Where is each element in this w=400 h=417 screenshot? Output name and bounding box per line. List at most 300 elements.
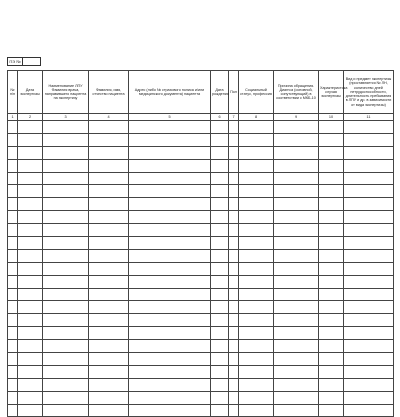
table-cell-col-11[interactable] <box>344 185 394 198</box>
table-cell-col-10[interactable] <box>319 404 344 417</box>
table-cell-col-8[interactable] <box>239 404 274 417</box>
table-row <box>8 211 394 224</box>
table-cell-col-4[interactable] <box>89 159 129 172</box>
table-cell-col-3[interactable] <box>43 314 89 327</box>
table-cell-col-4[interactable] <box>89 340 129 353</box>
table-cell-col-5[interactable] <box>129 211 211 224</box>
table-cell-col-5[interactable] <box>129 314 211 327</box>
table-cell-col-1[interactable] <box>8 327 18 340</box>
table-cell-col-4[interactable] <box>89 249 129 262</box>
col-header-6: Дата рождения <box>211 71 229 114</box>
table-cell-col-5[interactable] <box>129 275 211 288</box>
table-cell-col-4[interactable] <box>89 301 129 314</box>
table-row <box>8 391 394 404</box>
table-cell-col-5[interactable] <box>129 353 211 366</box>
table-cell-col-7[interactable] <box>229 198 239 211</box>
table-cell-col-2[interactable] <box>18 391 43 404</box>
table-cell-col-2[interactable] <box>18 249 43 262</box>
table-row <box>8 185 394 198</box>
table-cell-col-6[interactable] <box>211 237 229 250</box>
table-cell-col-6[interactable] <box>211 133 229 146</box>
table-cell-col-9[interactable] <box>274 365 319 378</box>
table-cell-col-1[interactable] <box>8 314 18 327</box>
table-cell-col-7[interactable] <box>229 211 239 224</box>
col-header-3: Наименование ЛПУ Фамилия врача, направившего пациента на экспертизу <box>43 71 89 114</box>
table-cell-col-1[interactable] <box>8 133 18 146</box>
table-cell-col-10[interactable] <box>319 288 344 301</box>
table-cell-col-2[interactable] <box>18 237 43 250</box>
table-cell-col-5[interactable] <box>129 146 211 159</box>
table-cell-col-9[interactable] <box>274 121 319 134</box>
table-cell-col-10[interactable] <box>319 133 344 146</box>
col-header-7: Пол <box>229 71 239 114</box>
table-cell-col-4[interactable] <box>89 353 129 366</box>
table-cell-col-3[interactable] <box>43 404 89 417</box>
table-cell-col-2[interactable] <box>18 172 43 185</box>
table-cell-col-8[interactable] <box>239 198 274 211</box>
table-cell-col-9[interactable] <box>274 198 319 211</box>
table-cell-col-1[interactable] <box>8 198 18 211</box>
table-cell-col-4[interactable] <box>89 365 129 378</box>
table-cell-col-11[interactable] <box>344 159 394 172</box>
table-cell-col-2[interactable] <box>18 262 43 275</box>
table-cell-col-6[interactable] <box>211 314 229 327</box>
table-cell-col-10[interactable] <box>319 353 344 366</box>
table-cell-col-3[interactable] <box>43 288 89 301</box>
table-cell-col-2[interactable] <box>18 133 43 146</box>
table-cell-col-4[interactable] <box>89 378 129 391</box>
table-cell-col-11[interactable] <box>344 391 394 404</box>
table-cell-col-7[interactable] <box>229 340 239 353</box>
col-number-8: 8 <box>239 114 274 121</box>
table-cell-col-4[interactable] <box>89 198 129 211</box>
table-cell-col-1[interactable] <box>8 301 18 314</box>
table-cell-col-3[interactable] <box>43 237 89 250</box>
table-cell-col-8[interactable] <box>239 159 274 172</box>
table-cell-col-7[interactable] <box>229 237 239 250</box>
table-row <box>8 404 394 417</box>
table-cell-col-8[interactable] <box>239 288 274 301</box>
table-cell-col-3[interactable] <box>43 172 89 185</box>
table-body <box>8 121 394 417</box>
table-cell-col-5[interactable] <box>129 301 211 314</box>
table-cell-col-7[interactable] <box>229 185 239 198</box>
table-cell-col-2[interactable] <box>18 340 43 353</box>
table-cell-col-10[interactable] <box>319 262 344 275</box>
col-header-5: Адрес (либо № страхового полиса и/или медицинского документа) пациента <box>129 71 211 114</box>
col-header-8: Социальный статус, профессия <box>239 71 274 114</box>
table-cell-col-7[interactable] <box>229 249 239 262</box>
col-header-10: Характеристика случая экспертизы <box>319 71 344 114</box>
table-cell-col-9[interactable] <box>274 146 319 159</box>
table-cell-col-10[interactable] <box>319 185 344 198</box>
table-cell-col-2[interactable] <box>18 211 43 224</box>
table-cell-col-5[interactable] <box>129 185 211 198</box>
table-cell-col-6[interactable] <box>211 262 229 275</box>
table-cell-col-4[interactable] <box>89 211 129 224</box>
table-cell-col-9[interactable] <box>274 275 319 288</box>
table-cell-col-8[interactable] <box>239 237 274 250</box>
table-cell-col-2[interactable] <box>18 159 43 172</box>
table-cell-col-1[interactable] <box>8 146 18 159</box>
table-cell-col-7[interactable] <box>229 288 239 301</box>
table-cell-col-11[interactable] <box>344 365 394 378</box>
table-cell-col-8[interactable] <box>239 185 274 198</box>
table-cell-col-1[interactable] <box>8 378 18 391</box>
table-cell-col-10[interactable] <box>319 378 344 391</box>
table-cell-col-9[interactable] <box>274 159 319 172</box>
col-number-9: 9 <box>274 114 319 121</box>
table-cell-col-1[interactable] <box>8 353 18 366</box>
table-cell-col-9[interactable] <box>274 404 319 417</box>
table-cell-col-10[interactable] <box>319 198 344 211</box>
table-cell-col-6[interactable] <box>211 275 229 288</box>
table-cell-col-11[interactable] <box>344 146 394 159</box>
table-cell-col-9[interactable] <box>274 288 319 301</box>
table-cell-col-9[interactable] <box>274 237 319 250</box>
table-cell-col-7[interactable] <box>229 262 239 275</box>
table-cell-col-10[interactable] <box>319 301 344 314</box>
table-cell-col-7[interactable] <box>229 172 239 185</box>
table-cell-col-5[interactable] <box>129 365 211 378</box>
table-cell-col-4[interactable] <box>89 391 129 404</box>
table-cell-col-3[interactable] <box>43 133 89 146</box>
table-cell-col-5[interactable] <box>129 262 211 275</box>
table-cell-col-3[interactable] <box>43 146 89 159</box>
table-cell-col-2[interactable] <box>18 121 43 134</box>
table-cell-col-6[interactable] <box>211 211 229 224</box>
table-row <box>8 288 394 301</box>
table-cell-col-2[interactable] <box>18 185 43 198</box>
table-cell-col-2[interactable] <box>18 404 43 417</box>
table-cell-col-1[interactable] <box>8 159 18 172</box>
table-cell-col-3[interactable] <box>43 353 89 366</box>
table-cell-col-8[interactable] <box>239 314 274 327</box>
table-cell-col-11[interactable] <box>344 340 394 353</box>
table-cell-col-3[interactable] <box>43 340 89 353</box>
table-cell-col-8[interactable] <box>239 121 274 134</box>
table-cell-col-4[interactable] <box>89 314 129 327</box>
table-row <box>8 172 394 185</box>
table-cell-col-10[interactable] <box>319 146 344 159</box>
table-cell-col-4[interactable] <box>89 172 129 185</box>
table-cell-col-9[interactable] <box>274 378 319 391</box>
table-cell-col-6[interactable] <box>211 365 229 378</box>
table-cell-col-7[interactable] <box>229 327 239 340</box>
table-row <box>8 340 394 353</box>
table-cell-col-2[interactable] <box>18 224 43 237</box>
table-cell-col-4[interactable] <box>89 146 129 159</box>
table-cell-col-4[interactable] <box>89 133 129 146</box>
table-cell-col-4[interactable] <box>89 327 129 340</box>
table-cell-col-2[interactable] <box>18 327 43 340</box>
table-cell-col-10[interactable] <box>319 172 344 185</box>
table-cell-col-11[interactable] <box>344 198 394 211</box>
table-cell-col-6[interactable] <box>211 121 229 134</box>
col-header-9: Причина обращения. Диагноз (основной, сопутствующий) в соответствии с МКБ-10 <box>274 71 319 114</box>
table-cell-col-7[interactable] <box>229 378 239 391</box>
table-cell-col-11[interactable] <box>344 262 394 275</box>
table-cell-col-5[interactable] <box>129 237 211 250</box>
table-cell-col-11[interactable] <box>344 353 394 366</box>
table-cell-col-11[interactable] <box>344 224 394 237</box>
table-cell-col-2[interactable] <box>18 146 43 159</box>
table-row <box>8 224 394 237</box>
table-cell-col-10[interactable] <box>319 327 344 340</box>
table-row <box>8 237 394 250</box>
table-cell-col-8[interactable] <box>239 353 274 366</box>
col-number-4: 4 <box>89 114 129 121</box>
table-cell-col-2[interactable] <box>18 275 43 288</box>
table-cell-col-7[interactable] <box>229 353 239 366</box>
table-cell-col-3[interactable] <box>43 185 89 198</box>
table-cell-col-8[interactable] <box>239 224 274 237</box>
table-cell-col-10[interactable] <box>319 159 344 172</box>
column-number-row <box>8 114 394 121</box>
table-row <box>8 327 394 340</box>
table-cell-col-5[interactable] <box>129 340 211 353</box>
table-cell-col-7[interactable] <box>229 224 239 237</box>
table-cell-col-1[interactable] <box>8 185 18 198</box>
table-cell-col-6[interactable] <box>211 198 229 211</box>
table-cell-col-10[interactable] <box>319 211 344 224</box>
table-cell-col-4[interactable] <box>89 262 129 275</box>
table-cell-col-3[interactable] <box>43 224 89 237</box>
table-cell-col-6[interactable] <box>211 224 229 237</box>
table-cell-col-1[interactable] <box>8 249 18 262</box>
table-cell-col-9[interactable] <box>274 224 319 237</box>
table-cell-col-6[interactable] <box>211 249 229 262</box>
table-cell-col-7[interactable] <box>229 133 239 146</box>
table-cell-col-1[interactable] <box>8 391 18 404</box>
table-cell-col-3[interactable] <box>43 301 89 314</box>
table-cell-col-1[interactable] <box>8 404 18 417</box>
table-cell-col-8[interactable] <box>239 262 274 275</box>
table-row <box>8 159 394 172</box>
table-cell-col-2[interactable] <box>18 314 43 327</box>
table-cell-col-6[interactable] <box>211 185 229 198</box>
table-cell-col-6[interactable] <box>211 172 229 185</box>
table-cell-col-7[interactable] <box>229 391 239 404</box>
col-number-2: 2 <box>18 114 43 121</box>
table-cell-col-7[interactable] <box>229 404 239 417</box>
table-cell-col-7[interactable] <box>229 314 239 327</box>
table-cell-col-8[interactable] <box>239 249 274 262</box>
table-cell-col-5[interactable] <box>129 404 211 417</box>
table-row <box>8 275 394 288</box>
table-cell-col-4[interactable] <box>89 185 129 198</box>
table-cell-col-1[interactable] <box>8 262 18 275</box>
table-cell-col-5[interactable] <box>129 378 211 391</box>
table-cell-col-5[interactable] <box>129 288 211 301</box>
table-cell-col-10[interactable] <box>319 365 344 378</box>
table-cell-col-8[interactable] <box>239 391 274 404</box>
table-row <box>8 301 394 314</box>
table-cell-col-10[interactable] <box>319 121 344 134</box>
table-cell-col-9[interactable] <box>274 327 319 340</box>
table-cell-col-10[interactable] <box>319 340 344 353</box>
table-cell-col-1[interactable] <box>8 172 18 185</box>
expertise-journal-table <box>7 70 394 417</box>
table-cell-col-1[interactable] <box>8 237 18 250</box>
table-cell-col-4[interactable] <box>89 224 129 237</box>
table-cell-col-8[interactable] <box>239 378 274 391</box>
table-cell-col-3[interactable] <box>43 378 89 391</box>
table-cell-col-9[interactable] <box>274 262 319 275</box>
table-cell-col-9[interactable] <box>274 133 319 146</box>
table-cell-col-7[interactable] <box>229 159 239 172</box>
table-cell-col-3[interactable] <box>43 327 89 340</box>
table-cell-col-3[interactable] <box>43 249 89 262</box>
table-cell-col-3[interactable] <box>43 262 89 275</box>
table-cell-col-9[interactable] <box>274 340 319 353</box>
table-cell-col-8[interactable] <box>239 301 274 314</box>
col-number-6: 6 <box>211 114 229 121</box>
table-cell-col-5[interactable] <box>129 133 211 146</box>
table-cell-col-9[interactable] <box>274 249 319 262</box>
table-cell-col-5[interactable] <box>129 198 211 211</box>
table-cell-col-1[interactable] <box>8 211 18 224</box>
table-cell-col-2[interactable] <box>18 198 43 211</box>
table-cell-col-1[interactable] <box>8 288 18 301</box>
table-cell-col-1[interactable] <box>8 365 18 378</box>
table-row <box>8 365 394 378</box>
table-cell-col-6[interactable] <box>211 340 229 353</box>
col-number-3: 3 <box>43 114 89 121</box>
table-cell-col-1[interactable] <box>8 340 18 353</box>
table-cell-col-3[interactable] <box>43 159 89 172</box>
table-cell-col-11[interactable] <box>344 327 394 340</box>
table-cell-col-2[interactable] <box>18 353 43 366</box>
table-cell-col-11[interactable] <box>344 172 394 185</box>
table-row <box>8 378 394 391</box>
page-number-field[interactable] <box>23 58 40 65</box>
table-cell-col-1[interactable] <box>8 275 18 288</box>
table-cell-col-6[interactable] <box>211 391 229 404</box>
table-cell-col-5[interactable] <box>129 172 211 185</box>
table-cell-col-8[interactable] <box>239 275 274 288</box>
table-cell-col-4[interactable] <box>89 288 129 301</box>
table-cell-col-9[interactable] <box>274 185 319 198</box>
col-number-11: 11 <box>344 114 394 121</box>
table-cell-col-5[interactable] <box>129 249 211 262</box>
table-cell-col-11[interactable] <box>344 237 394 250</box>
table-cell-col-10[interactable] <box>319 224 344 237</box>
table-cell-col-8[interactable] <box>239 172 274 185</box>
table-cell-col-2[interactable] <box>18 378 43 391</box>
table-cell-col-5[interactable] <box>129 327 211 340</box>
col-header-2: Дата экспертизы <box>18 71 43 114</box>
table-cell-col-6[interactable] <box>211 378 229 391</box>
page-number-box <box>7 57 41 66</box>
table-row <box>8 133 394 146</box>
table-cell-col-6[interactable] <box>211 327 229 340</box>
table-cell-col-5[interactable] <box>129 121 211 134</box>
table-cell-col-9[interactable] <box>274 211 319 224</box>
table-cell-col-10[interactable] <box>319 275 344 288</box>
table-cell-col-10[interactable] <box>319 249 344 262</box>
table-row <box>8 262 394 275</box>
table-cell-col-4[interactable] <box>89 237 129 250</box>
table-cell-col-9[interactable] <box>274 172 319 185</box>
table-cell-col-7[interactable] <box>229 121 239 134</box>
table-cell-col-8[interactable] <box>239 133 274 146</box>
table-cell-col-2[interactable] <box>18 301 43 314</box>
table-cell-col-3[interactable] <box>43 365 89 378</box>
table-cell-col-4[interactable] <box>89 121 129 134</box>
table-row <box>8 314 394 327</box>
table-cell-col-2[interactable] <box>18 288 43 301</box>
table-cell-col-5[interactable] <box>129 159 211 172</box>
table-cell-col-10[interactable] <box>319 237 344 250</box>
table-cell-col-8[interactable] <box>239 327 274 340</box>
table-cell-col-9[interactable] <box>274 301 319 314</box>
table-cell-col-9[interactable] <box>274 314 319 327</box>
col-number-10: 10 <box>319 114 344 121</box>
table-cell-col-5[interactable] <box>129 391 211 404</box>
col-number-7: 7 <box>229 114 239 121</box>
table-cell-col-11[interactable] <box>344 404 394 417</box>
table-cell-col-11[interactable] <box>344 275 394 288</box>
table-cell-col-7[interactable] <box>229 301 239 314</box>
table-cell-col-9[interactable] <box>274 391 319 404</box>
table-cell-col-4[interactable] <box>89 404 129 417</box>
col-number-1: 1 <box>8 114 18 121</box>
table-cell-col-6[interactable] <box>211 353 229 366</box>
col-header-11: Вид и предмет экспертизы (проставляется № ЛН, количество дней нетрудоспособности, длительность пребывания в ЛПУ и др. в зависимости от вида экспертизы) <box>344 71 394 114</box>
table-cell-col-6[interactable] <box>211 404 229 417</box>
table-cell-col-8[interactable] <box>239 211 274 224</box>
table-cell-col-11[interactable] <box>344 211 394 224</box>
table-cell-col-8[interactable] <box>239 365 274 378</box>
table-cell-col-11[interactable] <box>344 121 394 134</box>
table-cell-col-7[interactable] <box>229 146 239 159</box>
table-cell-col-3[interactable] <box>43 211 89 224</box>
table-cell-col-10[interactable] <box>319 391 344 404</box>
table-cell-col-11[interactable] <box>344 314 394 327</box>
table-cell-col-3[interactable] <box>43 275 89 288</box>
table-cell-col-7[interactable] <box>229 275 239 288</box>
table-row <box>8 121 394 134</box>
table-cell-col-11[interactable] <box>344 249 394 262</box>
table-cell-col-3[interactable] <box>43 391 89 404</box>
table-cell-col-3[interactable] <box>43 121 89 134</box>
table-cell-col-4[interactable] <box>89 275 129 288</box>
table-cell-col-9[interactable] <box>274 353 319 366</box>
table-cell-col-6[interactable] <box>211 288 229 301</box>
table-cell-col-2[interactable] <box>18 365 43 378</box>
table-cell-col-5[interactable] <box>129 224 211 237</box>
table-cell-col-11[interactable] <box>344 288 394 301</box>
table-cell-col-8[interactable] <box>239 340 274 353</box>
col-header-1: № п/п <box>8 71 18 114</box>
table-row <box>8 198 394 211</box>
table-cell-col-6[interactable] <box>211 159 229 172</box>
table-cell-col-10[interactable] <box>319 314 344 327</box>
table-row <box>8 353 394 366</box>
table-cell-col-3[interactable] <box>43 198 89 211</box>
table-cell-col-8[interactable] <box>239 146 274 159</box>
table-cell-col-1[interactable] <box>8 224 18 237</box>
table-cell-col-6[interactable] <box>211 146 229 159</box>
table-cell-col-6[interactable] <box>211 301 229 314</box>
table-cell-col-11[interactable] <box>344 378 394 391</box>
table-cell-col-11[interactable] <box>344 301 394 314</box>
table-cell-col-7[interactable] <box>229 365 239 378</box>
page-number-label: ПЭ № <box>8 58 23 65</box>
table-cell-col-11[interactable] <box>344 133 394 146</box>
table-cell-col-1[interactable] <box>8 121 18 134</box>
